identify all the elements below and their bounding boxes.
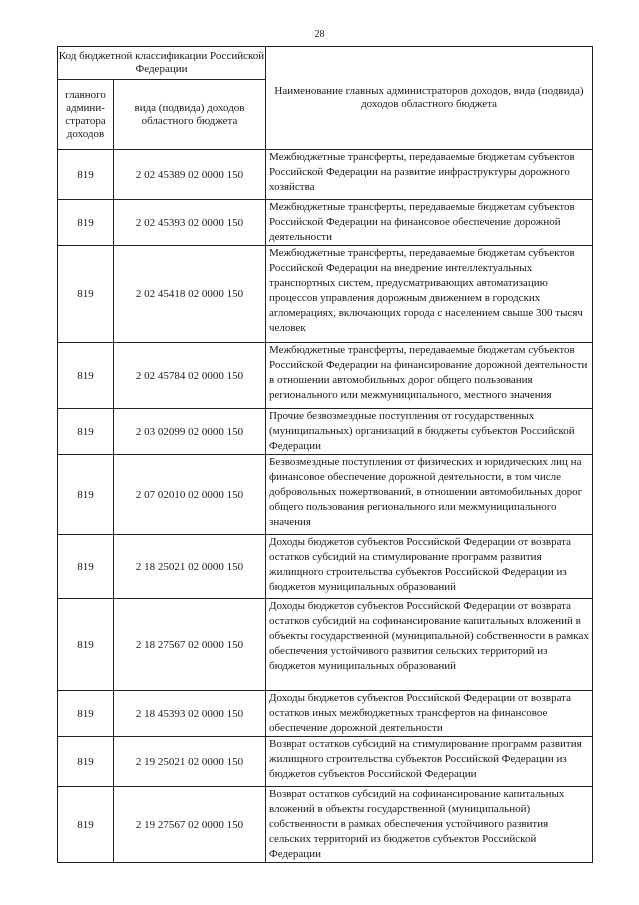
revenue-code-cell: 2 07 02010 02 0000 150 [114, 455, 266, 535]
table-row [58, 409, 593, 455]
revenue-name-cell: Межбюджетные трансферты, передаваемые бюджетам субъектов Российской Федерации на финансовое обеспечение дорожной деятельности [266, 200, 593, 246]
revenue-name-cell: Возврат остатков субсидий на стимулирование программ развития жилищного строительства субъектов Российской Федерации из бюджетов субъектов Российской Федерации [266, 737, 593, 787]
administrator-code-cell: 819 [58, 787, 114, 863]
revenue-code-cell: 2 02 45784 02 0000 150 [114, 343, 266, 409]
revenue-name-cell: Прочие безвозмездные поступления от государственных (муниципальных) организаций в бюджеты субъектов Российской Федерации [266, 409, 593, 455]
administrator-code-header: главного админи-стратора доходов [58, 80, 114, 150]
administrator-code-cell: 819 [58, 599, 114, 691]
budget-classification-header: Код бюджетной классификации Российской Федерации [58, 47, 266, 80]
revenue-code-cell: 2 19 25021 02 0000 150 [114, 737, 266, 787]
revenue-code-cell: 2 02 45418 02 0000 150 [114, 246, 266, 343]
revenue-name-cell: Межбюджетные трансферты, передаваемые бюджетам субъектов Российской Федерации на развитие инфраструктуры дорожного хозяйства [266, 150, 593, 200]
administrator-code-cell: 819 [58, 455, 114, 535]
revenue-name-cell: Возврат остатков субсидий на софинансирование капитальных вложений в объекты государственной (муниципальной) собственности в рамках обеспечения устойчивого развития сельских территорий из бюджетов субъектов Российской Федерации [266, 787, 593, 863]
administrator-name-header: Наименование главных администраторов доходов, вида (подвида) доходов областного бюджета [266, 47, 593, 150]
administrator-code-cell: 819 [58, 343, 114, 409]
revenue-code-cell: 2 02 45389 02 0000 150 [114, 150, 266, 200]
page-number: 28 [314, 29, 325, 40]
revenue-name-cell: Безвозмездные поступления от физических и юридических лиц на финансовое обеспечение дорожной деятельности, в том числе добровольных пожертвований, в отношении автомобильных дорог общего пользования регионального или межмуниципального значения [266, 455, 593, 535]
revenue-name-cell: Межбюджетные трансферты, передаваемые бюджетам субъектов Российской Федерации на внедрение интеллектуальных транспортных систем, предусматривающих автоматизацию процессов управления дорожным движением в городских агломерациях, включающих города с населением свыше 300 тысяч человек [266, 246, 593, 343]
revenue-name-cell: Доходы бюджетов субъектов Российской Федерации от возврата остатков субсидий на стимулирование программ развития жилищного строительства субъектов Российской Федерации из бюджетов муниципальных образований [266, 535, 593, 599]
administrator-code-cell: 819 [58, 409, 114, 455]
revenue-code-cell: 2 18 45393 02 0000 150 [114, 691, 266, 737]
administrator-code-cell: 819 [58, 150, 114, 200]
revenue-code-cell: 2 03 02099 02 0000 150 [114, 409, 266, 455]
table-row [58, 599, 593, 691]
revenue-type-code-header: вида (подвида) доходов областного бюджета [114, 80, 266, 150]
table-row [58, 455, 593, 535]
table-row [58, 737, 593, 787]
revenue-name-cell: Межбюджетные трансферты, передаваемые бюджетам субъектов Российской Федерации на финансирование дорожной деятельности в отношении автомобильных дорог общего пользования регионального или межмуниципального, местного значения [266, 343, 593, 409]
table-row [58, 787, 593, 863]
table-row [58, 246, 593, 343]
revenue-name-cell: Доходы бюджетов субъектов Российской Федерации от возврата остатков иных межбюджетных трансфертов на финансовое обеспечение дорожной деятельности [266, 691, 593, 737]
table-row [58, 535, 593, 599]
revenue-code-cell: 2 18 25021 02 0000 150 [114, 535, 266, 599]
revenue-name-cell: Доходы бюджетов субъектов Российской Федерации от возврата остатков субсидий на софинансирование капитальных вложений в объекты государственной (муниципальной) собственности в рамках обеспечения устойчивого развития сельских территорий из бюджетов муниципальных образований [266, 599, 593, 691]
table-row [58, 691, 593, 737]
revenue-code-cell: 2 02 45393 02 0000 150 [114, 200, 266, 246]
revenue-administrators-table [57, 46, 593, 863]
revenue-code-cell: 2 18 27567 02 0000 150 [114, 599, 266, 691]
table-row [58, 343, 593, 409]
administrator-code-cell: 819 [58, 535, 114, 599]
table-row [58, 200, 593, 246]
table-row [58, 150, 593, 200]
administrator-code-cell: 819 [58, 246, 114, 343]
administrator-code-cell: 819 [58, 200, 114, 246]
administrator-code-cell: 819 [58, 737, 114, 787]
administrator-code-cell: 819 [58, 691, 114, 737]
revenue-code-cell: 2 19 27567 02 0000 150 [114, 787, 266, 863]
